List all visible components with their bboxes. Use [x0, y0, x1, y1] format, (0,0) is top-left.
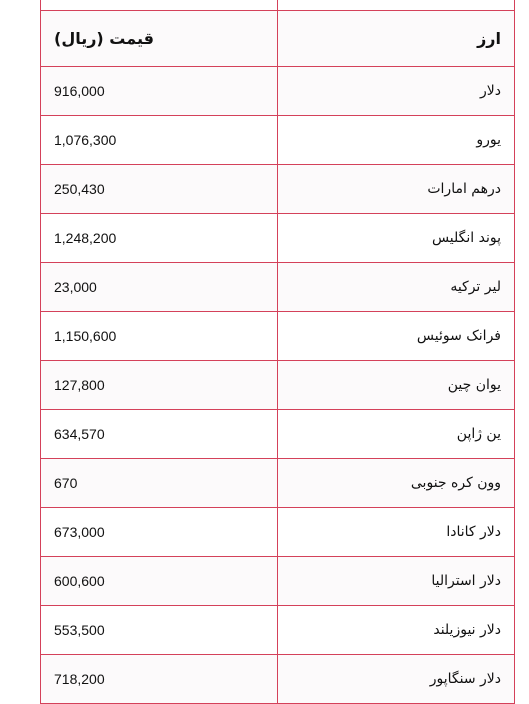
- currency-price: 1,076,300: [41, 116, 278, 165]
- currency-price: 1,248,200: [41, 214, 278, 263]
- table-top-spacer: [41, 0, 515, 11]
- currency-name: فرانک سوئیس: [278, 312, 515, 361]
- currency-name: وون کره جنوبی: [278, 459, 515, 508]
- currency-price: 916,000: [41, 67, 278, 116]
- table-row: [41, 312, 515, 361]
- currency-name: ین ژاپن: [278, 410, 515, 459]
- currency-price: 670: [41, 459, 278, 508]
- header-currency: ارز: [278, 11, 515, 67]
- currency-price: 553,500: [41, 606, 278, 655]
- table-row: [41, 165, 515, 214]
- table-row: [41, 116, 515, 165]
- currency-name: دلار نیوزیلند: [278, 606, 515, 655]
- currency-price: 1,150,600: [41, 312, 278, 361]
- currency-name: یوان چین: [278, 361, 515, 410]
- table-row: [41, 67, 515, 116]
- currency-rates-table-container: [40, 0, 514, 704]
- table-row: [41, 508, 515, 557]
- currency-name: دلار استرالیا: [278, 557, 515, 606]
- table-row: [41, 655, 515, 704]
- table-row: [41, 263, 515, 312]
- spacer-cell: [278, 0, 515, 11]
- currency-rates-table: [40, 0, 515, 704]
- table-row: [41, 361, 515, 410]
- table-body: [41, 67, 515, 704]
- currency-name: درهم امارات: [278, 165, 515, 214]
- table-row: [41, 410, 515, 459]
- table-header-row: [41, 11, 515, 67]
- currency-price: 250,430: [41, 165, 278, 214]
- header-price: قیمت (ریال): [41, 11, 278, 67]
- currency-name: دلار سنگاپور: [278, 655, 515, 704]
- currency-name: لیر ترکیه: [278, 263, 515, 312]
- currency-price: 127,800: [41, 361, 278, 410]
- currency-price: 600,600: [41, 557, 278, 606]
- currency-price: 23,000: [41, 263, 278, 312]
- table-row: [41, 557, 515, 606]
- spacer-cell: [41, 0, 278, 11]
- currency-name: دلار: [278, 67, 515, 116]
- currency-price: 673,000: [41, 508, 278, 557]
- table-row: [41, 459, 515, 508]
- currency-price: 634,570: [41, 410, 278, 459]
- currency-name: پوند انگلیس: [278, 214, 515, 263]
- table-row: [41, 214, 515, 263]
- currency-name: دلار کانادا: [278, 508, 515, 557]
- currency-name: یورو: [278, 116, 515, 165]
- currency-price: 718,200: [41, 655, 278, 704]
- table-row: [41, 606, 515, 655]
